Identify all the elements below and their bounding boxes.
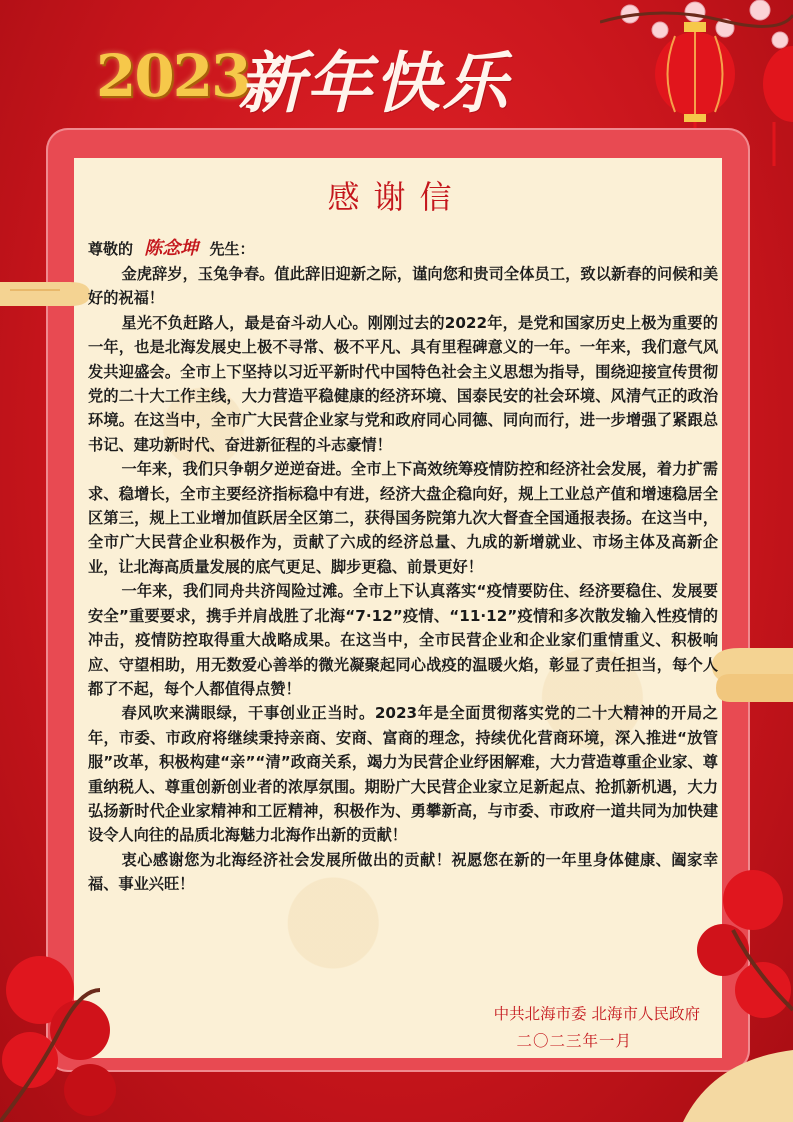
letter-title: 感谢信 — [327, 178, 466, 216]
recipient-name: 陈念坤 — [144, 238, 199, 259]
salutation-suffix: 先生： — [209, 240, 255, 258]
paragraph: 一年来，我们只争朝夕逆逆奋进。全市上下高效统筹疫情防控和经济社会发展，着力扩需求、稳增长，全市主要经济指标稳中有进，经济大盘企稳向好，规上工业总产值和增速稳居全区第三，规上工业增加值跃居全区第二，获得国务院第九次大督查全国通报表扬。在这当中，全市广大民营企业积极作为，贡献了六成的经济总量、九成的新增就业、市场主体及高新企业，让北海高质量发展的底气更足、脚步更稳、前景更好！ — [88, 460, 718, 576]
plum-tree-icon — [683, 860, 793, 1122]
paragraph: 衷心感谢您为北海经济社会发展所做出的贡献！祝愿您在新的一年里身体健康、阖家幸福、事业兴旺！ — [88, 850, 718, 894]
signature-date: 二〇二三年一月 — [516, 1032, 632, 1050]
new-year-greeting: 新年快乐 — [238, 44, 510, 122]
paragraph: 一年来，我们同舟共济闯险过滩。全市上下认真落实“疫情要防住、经济要稳住、发展要安全”重要要求，携手并肩战胜了北海“7·12”疫情、“11·12”疫情和多次散发输入性疫情的冲击，疫情防控取得重大战略成果。在这当中，全市民营企业和企业家们重情重义、积极响应、守望相助，用无数爱心善举的微光凝聚起同心战疫的温暖火焰，彰显了责任担当，每个人都了不起，每个人都值得点赞！ — [88, 582, 718, 698]
plum-tree-icon — [0, 930, 130, 1122]
year-text: 2023 — [96, 42, 250, 110]
paragraph: 金虎辞岁，玉兔争春。值此辞旧迎新之际，谨向您和贵司全体员工，致以新春的问候和美好的祝福！ — [88, 265, 718, 308]
paragraph: 春风吹来满眼绿，干事创业正当时。2023年是全面贯彻落实党的二十大精神的开局之年，市委、市政府将继续秉持亲商、安商、富商的理念，持续优化营商环境，深入推进“放管服”改革，积极构建“亲”“清”政商关系，竭力为民营企业纾困解难，大力营造尊重企业家、尊重纳税人、尊重创新创业者的浓厚氛围。期盼广大民营企业家立足新起点、抢抓新机遇，大力弘扬新时代企业家精神和工匠精神，积极作为、勇攀新高，与市委、市政府一道共同为加快建设令人向往的品质北海魅力北海作出新的贡献！ — [88, 704, 718, 845]
salutation-prefix: 尊敬的 — [88, 240, 134, 258]
salutation — [88, 234, 255, 260]
lantern-icon — [760, 36, 793, 166]
signature-organization: 中共北海市委 北海市人民政府 — [493, 1005, 700, 1023]
letter-body — [88, 262, 718, 897]
paragraph: 星光不负赶路人，最是奋斗动人心。刚刚过去的2022年，是党和国家历史上极为重要的一年，也是北海发展史上极不寻常、极不平凡、具有里程碑意义的一年。一年来，我们意气风发共迎盛会。全市上下坚持以习近平新时代中国特色社会主义思想为指导，围绕迎接宣传贯彻党的二十大工作主线，大力营造平稳健康的经济环境、国泰民安的社会环境、风清气正的政治环境。在这当中，全市广大民营企业家与党和政府同心同德、同向而行，进一步增强了紧跟总书记、建功新时代、奋进新征程的斗志豪情！ — [88, 313, 718, 454]
